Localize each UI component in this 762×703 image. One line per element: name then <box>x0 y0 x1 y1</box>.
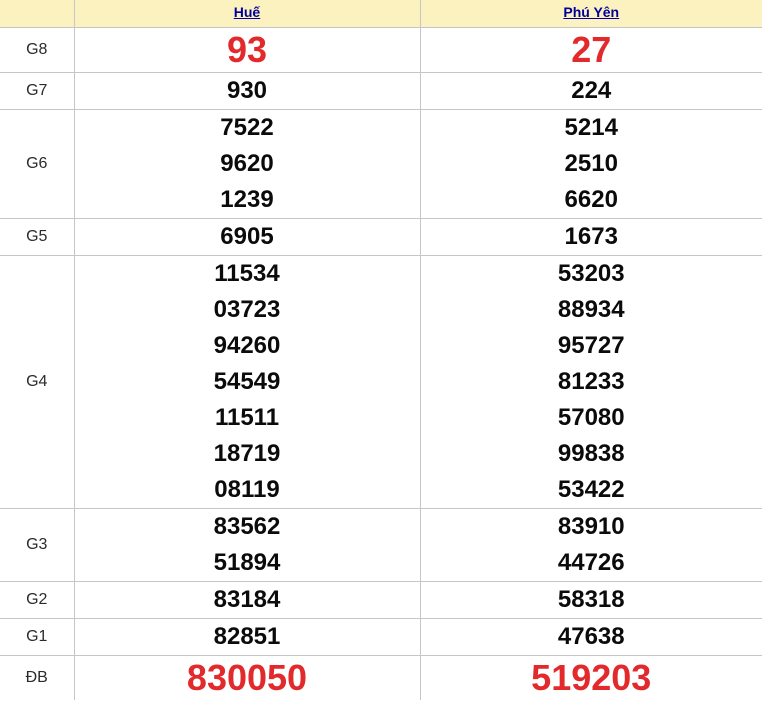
prize-value: 99838 <box>557 439 625 467</box>
prize-value: 11511 <box>214 403 280 431</box>
prize-value: 82851 <box>213 622 281 650</box>
prize-value: 9620 <box>220 149 274 177</box>
prize-value: 51894 <box>213 548 281 576</box>
prize-value: 930 <box>226 76 268 104</box>
prize-value: 94260 <box>213 331 281 359</box>
prize-value: 57080 <box>557 403 625 431</box>
header-cell-hue <box>74 0 420 27</box>
table-row-g7 <box>0 72 762 109</box>
table-row-g4 <box>0 255 762 508</box>
prize-value: 08119 <box>214 475 280 503</box>
prize-value: 519203 <box>531 656 652 698</box>
prize-label-g4: G4 <box>0 255 74 508</box>
prize-value: 6620 <box>564 185 618 213</box>
prize-value: 11534 <box>214 259 280 287</box>
prize-label-g2: G2 <box>0 581 74 618</box>
prize-value: 18719 <box>213 439 281 467</box>
prize-label-db: ĐB <box>0 655 74 700</box>
prize-value: 93 <box>226 28 268 70</box>
prize-value: 03723 <box>213 295 281 323</box>
table-row-g2 <box>0 581 762 618</box>
prize-value: 2510 <box>564 149 618 177</box>
prize-value: 7522 <box>220 113 274 141</box>
prize-value: 81233 <box>557 367 625 395</box>
prize-value: 224 <box>571 76 612 104</box>
prize-value: 44726 <box>557 548 625 576</box>
prize-value: 54549 <box>213 367 281 395</box>
prize-value: 83184 <box>213 585 281 613</box>
prize-value: 27 <box>571 28 612 70</box>
header-empty-cell <box>0 0 74 27</box>
table-row-g8 <box>0 27 762 72</box>
prize-value: 53203 <box>557 259 625 287</box>
prize-value: 830050 <box>186 656 308 698</box>
table-row-g6 <box>0 109 762 218</box>
prize-value: 95727 <box>557 331 625 359</box>
prize-label-g1: G1 <box>0 618 74 655</box>
column-link-hue[interactable]: Huế <box>233 4 261 21</box>
prize-label-g5: G5 <box>0 218 74 255</box>
prize-value: 5214 <box>564 113 618 141</box>
prize-value: 58318 <box>557 585 625 613</box>
prize-value: 83910 <box>557 512 625 540</box>
prize-value: 53422 <box>557 475 625 503</box>
prize-value: 6905 <box>220 222 274 250</box>
prize-value: 88934 <box>557 295 625 323</box>
table-row-g3 <box>0 508 762 581</box>
header-cell-phuyen <box>420 0 762 27</box>
prize-value: 47638 <box>557 622 625 650</box>
prize-label-g8: G8 <box>0 27 74 72</box>
prize-label-g7: G7 <box>0 72 74 109</box>
column-link-phuyen[interactable]: Phú Yên <box>563 4 620 21</box>
prize-label-g3: G3 <box>0 508 74 581</box>
table-row-g1 <box>0 618 762 655</box>
table-row-g5 <box>0 218 762 255</box>
prize-value: 83562 <box>213 512 281 540</box>
table-header-row <box>0 0 762 27</box>
prize-value: 1239 <box>220 185 274 213</box>
table-row-db <box>0 655 762 700</box>
prize-value: 1673 <box>564 222 618 250</box>
prize-label-g6: G6 <box>0 109 74 218</box>
